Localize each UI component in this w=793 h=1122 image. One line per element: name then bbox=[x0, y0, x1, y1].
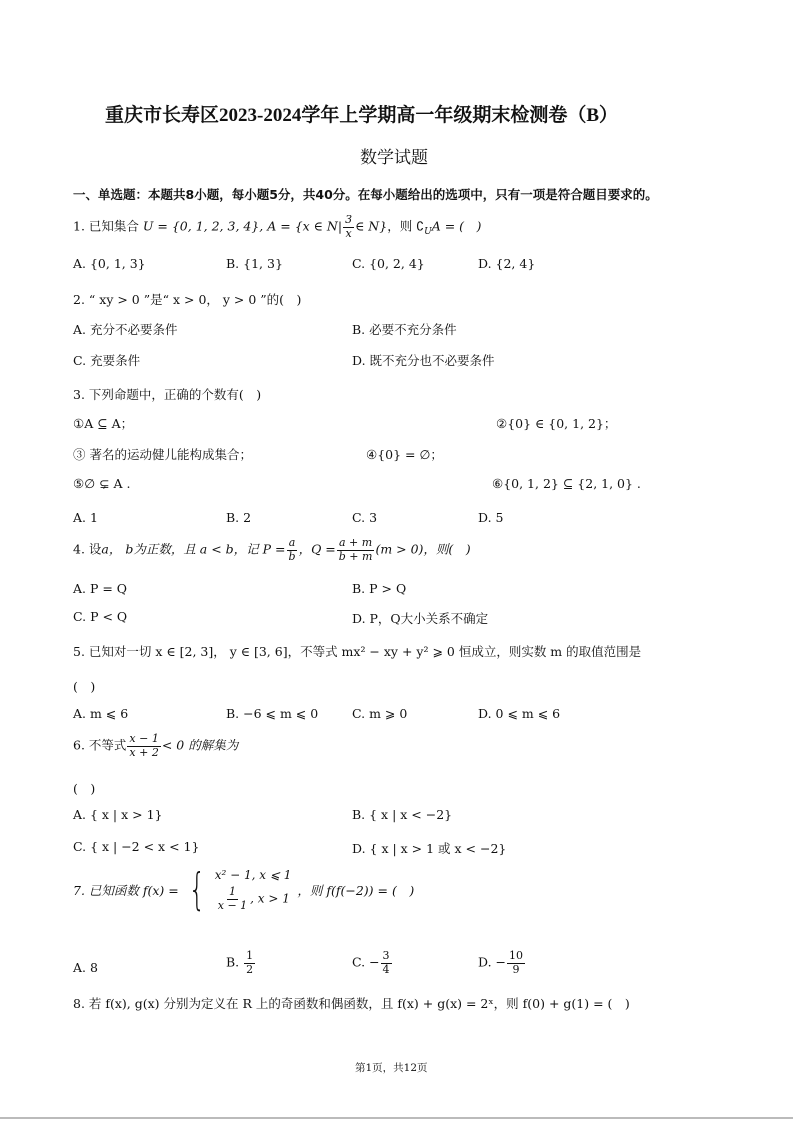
q2-option-b: B. 必要不充分条件 bbox=[352, 322, 457, 337]
question-6 bbox=[73, 733, 238, 759]
q7-option-b bbox=[226, 950, 256, 976]
q6-option-c: C. { x | −2 < x < 1} bbox=[73, 839, 200, 854]
q4-q-den: b + m bbox=[338, 549, 373, 563]
q3-option-a: A. 1 bbox=[73, 510, 98, 525]
q6-tail: < 0 的解集为 bbox=[161, 737, 239, 753]
q7-b-num: 1 bbox=[246, 949, 254, 962]
q7-option-d bbox=[478, 950, 526, 976]
q6-option-b: B. { x | x < −2} bbox=[352, 807, 453, 822]
question-2: 2. “ xy > 0 ”是“ x > 0， y > 0 ”的( ) bbox=[73, 292, 302, 307]
q6-num: x − 1 bbox=[129, 732, 159, 745]
section-heading: 一、单选题：本题共8小题，每小题5分，共40分。在每小题给出的选项中，只有一项是符合题目要求的。 bbox=[73, 187, 658, 202]
q4-q-fraction bbox=[337, 537, 375, 563]
q7-d-num: 10 bbox=[509, 949, 523, 962]
q3-item-3: ③ 著名的运动健儿能构成集合； bbox=[73, 447, 252, 462]
q4-p-num: a bbox=[288, 536, 296, 549]
q7-b-den: 2 bbox=[246, 962, 254, 976]
q1-ask: ，则 ∁ bbox=[387, 218, 425, 234]
q3-option-b: B. 2 bbox=[226, 510, 252, 525]
question-8: 8. 若 f(x), g(x) 分别为定义在 R 上的奇函数和偶函数，且 f(x) + g(x) = 2ˣ，则 f(0) + g(1) = ( ) bbox=[73, 996, 630, 1011]
q6-option-d: D. { x | x > 1 或 x < −2} bbox=[352, 841, 507, 856]
q1-sub: U bbox=[424, 227, 432, 238]
q3-item-6: ⑥{0, 1, 2} ⊆ {2, 1, 0} . bbox=[492, 476, 641, 491]
question-5: 5. 已知对一切 x ∈ [2, 3]， y ∈ [3, 6]，不等式 mx² − xy + y² ⩾ 0 恒成立，则实数 m 的取值范围是 bbox=[73, 644, 642, 659]
question-4 bbox=[73, 537, 471, 563]
q6-paren: ( ) bbox=[73, 781, 96, 796]
q4-p-den: b bbox=[288, 549, 296, 563]
q2-option-d: D. 既不充分也不必要条件 bbox=[352, 353, 495, 368]
q7-case2-num: 1 bbox=[228, 885, 236, 898]
q3-item-1: ①A ⊆ A； bbox=[73, 416, 134, 431]
q1-option-d: D. {2, 4} bbox=[478, 256, 536, 271]
q1-fraction bbox=[343, 214, 354, 240]
q1-option-c: C. {0, 2, 4} bbox=[352, 256, 425, 271]
q3-option-d: D. 5 bbox=[478, 510, 504, 525]
bottom-divider bbox=[0, 1117, 793, 1119]
q7-c-label: C. − bbox=[352, 954, 380, 970]
q1-prefix: 1. 已知集合 bbox=[73, 218, 139, 234]
q7-option-a: A. 8 bbox=[73, 960, 98, 975]
q1-tail: ∈ N} bbox=[355, 218, 388, 234]
q7-brace: { bbox=[188, 864, 206, 916]
q7-piecewise bbox=[179, 864, 292, 916]
q3-option-c: C. 3 bbox=[352, 510, 378, 525]
q5-option-c: C. m ⩾ 0 bbox=[352, 706, 408, 721]
q6-den: x + 2 bbox=[129, 745, 159, 759]
q7-d-label: D. − bbox=[478, 954, 506, 970]
q2-option-c: C. 充要条件 bbox=[73, 353, 141, 368]
question-3: 3. 下列命题中，正确的个数有( ) bbox=[73, 387, 262, 402]
q7-d-den: 9 bbox=[512, 962, 520, 976]
q7-prefix: 7. 已知函数 f(x) = bbox=[73, 883, 179, 899]
q3-item-2: ②{0} ∈ {0, 1, 2}； bbox=[496, 416, 617, 431]
q4-option-d: D. P，Q大小关系不确定 bbox=[352, 611, 489, 626]
q7-tail: ，则 f(f(−2)) = ( ) bbox=[297, 883, 415, 899]
q2-option-a: A. 充分不必要条件 bbox=[73, 322, 178, 337]
q4-p-fraction bbox=[287, 537, 298, 563]
q4-prefix: 4. 设 bbox=[73, 541, 102, 557]
page-title: 重庆市长寿区2023-2024学年上学期高一年级期末检测卷（B） bbox=[105, 105, 619, 126]
q7-case-1: x² − 1, x ⩽ 1 bbox=[214, 868, 292, 882]
q7-case2-den: x − 1 bbox=[217, 898, 248, 912]
q1-ask2: A = ( ) bbox=[431, 218, 482, 234]
question-1 bbox=[73, 214, 481, 240]
q4-option-b: B. P > Q bbox=[352, 581, 407, 596]
q6-prefix: 6. 不等式 bbox=[73, 737, 127, 753]
q4-option-a: A. P = Q bbox=[73, 581, 128, 596]
question-7 bbox=[73, 864, 415, 916]
page-subtitle: 数学试题 bbox=[360, 148, 428, 168]
q7-option-c bbox=[352, 950, 393, 976]
q1-frac-num: 3 bbox=[345, 213, 353, 226]
q7-b-label: B. bbox=[226, 954, 240, 970]
q5-option-d: D. 0 ⩽ m ⩽ 6 bbox=[478, 706, 561, 721]
q5-option-a: A. m ⩽ 6 bbox=[73, 706, 129, 721]
q4-mid: a， b为正数，且 a < b，记 P = bbox=[101, 541, 286, 557]
q7-cases bbox=[215, 868, 292, 912]
q3-item-4: ④{0} = ∅； bbox=[366, 447, 443, 462]
q1-set: U = {0, 1, 2, 3, 4}, A = {x ∈ N| bbox=[142, 218, 343, 234]
q6-fraction bbox=[127, 733, 160, 759]
page-footer: 第1页，共12页 bbox=[355, 1062, 428, 1074]
q4-option-c: C. P < Q bbox=[73, 609, 128, 624]
q7-case2-cond: , x > 1 bbox=[250, 891, 290, 906]
q6-option-a: A. { x | x > 1} bbox=[73, 807, 163, 822]
q4-tail: (m > 0)，则( ) bbox=[375, 541, 471, 557]
q7-c-den: 4 bbox=[382, 962, 390, 976]
q5-paren: ( ) bbox=[73, 679, 96, 694]
q4-q-label: ，Q = bbox=[298, 541, 336, 557]
q7-c-num: 3 bbox=[382, 949, 390, 962]
q7-case-2 bbox=[215, 886, 292, 912]
q1-option-a: A. {0, 1, 3} bbox=[73, 256, 146, 271]
q5-option-b: B. −6 ⩽ m ⩽ 0 bbox=[226, 706, 319, 721]
q1-frac-den: x bbox=[345, 226, 352, 240]
q4-q-num: a + m bbox=[339, 536, 373, 549]
q1-option-b: B. {1, 3} bbox=[226, 256, 283, 271]
q3-item-5: ⑤∅ ⊊ A . bbox=[73, 476, 131, 491]
